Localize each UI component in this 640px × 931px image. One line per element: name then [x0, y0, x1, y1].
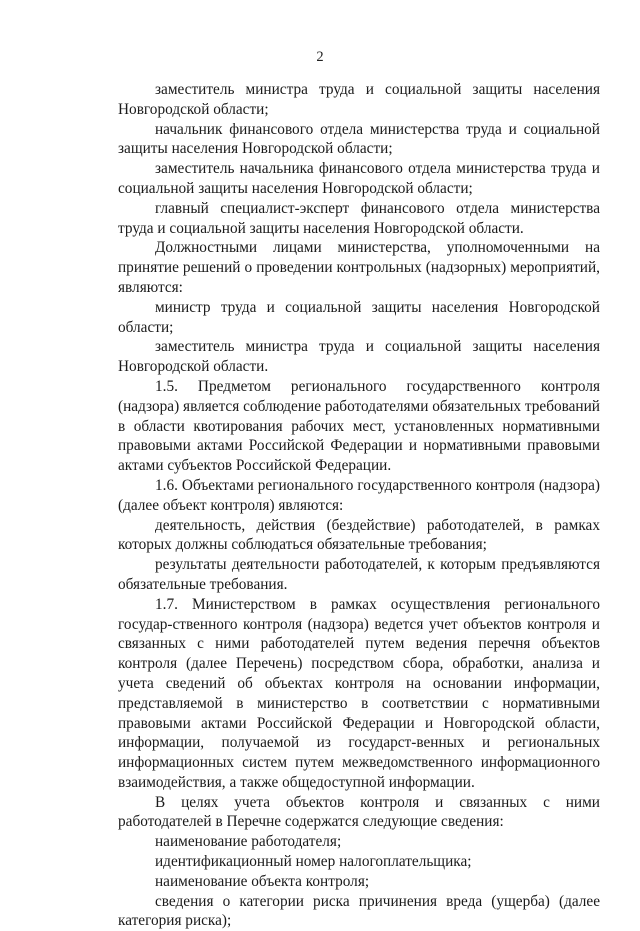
paragraph-activity-actions: деятельность, действия (бездействие) работодателей, в рамках которых должны соблюдаться обязательные требования; — [118, 516, 600, 554]
paragraph-section-1-7: 1.7. Министерством в рамках осуществления регионального государ-ственного контроля (надзора) ведется учет объектов контроля и связанных с ними работодателей путем ведения перечня объектов контроля (далее Перечень) посредством сбора, обработки, анализа и учета сведений об объектах контроля на основании информации, представляемой в министерство в соответствии с нормативными правовыми актами Российской Федерации и Новгородской области, информации, получаемой из государст-венных и региональных информационных систем путем межведомственного информационного взаимодействия, а также общедоступной информации. — [118, 595, 600, 791]
page-number: 2 — [316, 49, 324, 65]
paragraph-chief-specialist: главный специалист-эксперт финансового отдела министерства труда и социальной защиты населения Новгородской области. — [118, 199, 600, 237]
paragraph-head-finance-dept: начальник финансового отдела министерства труда и социальной защиты населения Новгородской области; — [118, 120, 600, 158]
list-item-risk-category: сведения о категории риска причинения вреда (ущерба) (далее категория риска); — [118, 892, 600, 930]
paragraph-authorized-officials: Должностными лицами министерства, уполномоченными на принятие решений о проведении контрольных (надзорных) мероприятий, являются: — [118, 239, 600, 296]
list-item-employer-name: наименование работодателя; — [155, 833, 342, 851]
paragraph-section-1-6: 1.6. Объектами регионального государственного контроля (надзора) (далее объект контроля) являются: — [118, 476, 600, 514]
paragraph-register-contents: В целях учета объектов контроля и связанных с ними работодателей в Перечне содержатся следующие сведения: — [118, 793, 600, 831]
paragraph-minister: министр труда и социальной защиты населения Новгородской области; — [118, 298, 600, 336]
paragraph-deputy-head-finance-dept: заместитель начальника финансового отдела министерства труда и социальной защиты населения Новгородской области; — [118, 160, 600, 197]
paragraph-section-1-5: 1.5. Предметом регионального государственного контроля (надзора) является соблюдение работодателями обязательных требований в области квотирования рабочих мест, установленных нормативными правовыми актами Российской Федерации и нормативными правовыми актами субъектов Российской Федерации. — [118, 377, 600, 475]
paragraph-activity-results: результаты деятельности работодателей, к которым предъявляются обязательные требования. — [118, 556, 600, 593]
list-item-object-name: наименование объекта контроля; — [155, 872, 370, 890]
list-item-taxpayer-id: идентификационный номер налогоплательщика; — [155, 853, 472, 871]
paragraph-deputy-minister-2: заместитель министра труда и социальной защиты населения Новгородской области. — [118, 338, 600, 376]
document-body — [118, 80, 600, 931]
paragraph-deputy-minister-1: заместитель министра труда и социальной защиты населения Новгородской области; — [118, 81, 600, 118]
